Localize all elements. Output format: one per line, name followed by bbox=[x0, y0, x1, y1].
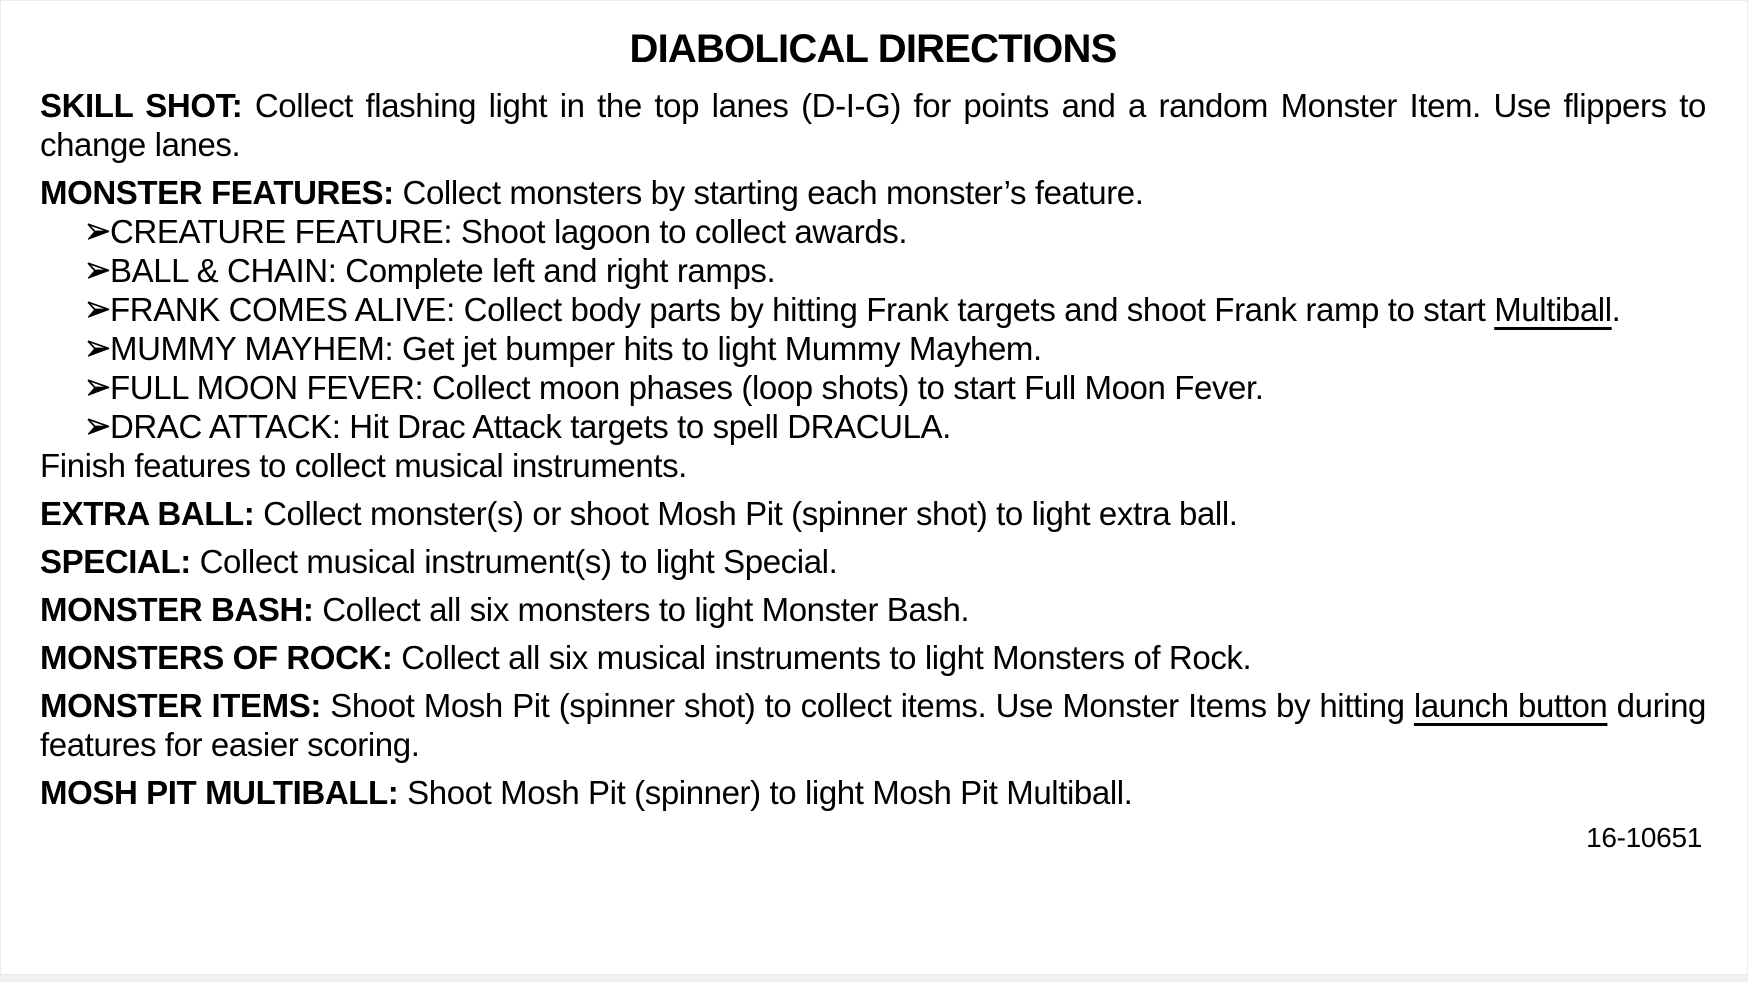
monster-bash-paragraph bbox=[40, 590, 1706, 629]
monster-features-paragraph bbox=[40, 173, 1706, 212]
special-paragraph bbox=[40, 542, 1706, 581]
skill-shot-label: SKILL SHOT: bbox=[40, 87, 243, 124]
extra-ball-paragraph bbox=[40, 494, 1706, 533]
arrow-bullet-icon bbox=[40, 251, 110, 290]
list-item-mummy-mayhem bbox=[40, 329, 1706, 368]
monster-bash-text: Collect all six monsters to light Monster Bash. bbox=[313, 591, 970, 628]
monsters-of-rock-text: Collect all six musical instruments to light Monsters of Rock. bbox=[392, 639, 1252, 676]
mosh-pit-multiball-label: MOSH PIT MULTIBALL: bbox=[40, 774, 399, 811]
monster-features-label: MONSTER FEATURES: bbox=[40, 174, 394, 211]
skill-shot-paragraph bbox=[40, 86, 1706, 164]
extra-ball-label: EXTRA BALL: bbox=[40, 495, 255, 532]
arrow-bullet-icon bbox=[40, 290, 110, 329]
monster-features-text: Collect monsters by starting each monster’s feature. bbox=[393, 174, 1144, 211]
list-item-text: MUMMY MAYHEM: Get jet bumper hits to light Mummy Mayhem. bbox=[110, 330, 1042, 367]
monster-items-label: MONSTER ITEMS: bbox=[40, 687, 321, 724]
arrow-bullet-icon bbox=[40, 212, 110, 251]
finish-note: Finish features to collect musical instruments. bbox=[40, 447, 687, 484]
arrow-bullet-icon bbox=[40, 407, 110, 446]
monsters-of-rock-paragraph bbox=[40, 638, 1706, 677]
monster-items-text-pre: Shoot Mosh Pit (spinner shot) to collect items. Use Monster Items by hitting bbox=[320, 687, 1414, 724]
list-item-text-pre: FRANK COMES ALIVE: Collect body parts by hitting Frank targets and shoot Frank ramp to start bbox=[110, 291, 1495, 328]
page-title: DIABOLICAL DIRECTIONS bbox=[629, 27, 1117, 71]
list-item-drac-attack bbox=[40, 407, 1706, 446]
monster-features-list bbox=[40, 212, 1706, 446]
arrow-bullet-icon bbox=[40, 329, 110, 368]
list-item-full-moon-fever bbox=[40, 368, 1706, 407]
monster-items-paragraph bbox=[40, 686, 1706, 764]
skill-shot-text: Collect flashing light in the top lanes (D-I-G) for points and a random Monster Item. Use flippers to change lanes. bbox=[40, 87, 1706, 163]
list-item-text bbox=[110, 290, 1706, 329]
list-item-frank-comes-alive bbox=[40, 290, 1706, 329]
underlined-term-multiball: Multiball bbox=[1494, 291, 1612, 328]
special-text: Collect musical instrument(s) to light Special. bbox=[190, 543, 838, 580]
part-number: 16-10651 bbox=[1586, 822, 1702, 853]
mosh-pit-multiball-text: Shoot Mosh Pit (spinner) to light Mosh Pit Multiball. bbox=[398, 774, 1133, 811]
list-item-text: CREATURE FEATURE: Shoot lagoon to collect awards. bbox=[110, 213, 908, 250]
list-item-text: FULL MOON FEVER: Collect moon phases (loop shots) to start Full Moon Fever. bbox=[110, 369, 1264, 406]
list-item-creature-feature bbox=[40, 212, 1706, 251]
arrow-bullet-icon bbox=[40, 368, 110, 407]
monster-bash-label: MONSTER BASH: bbox=[40, 591, 314, 628]
mosh-pit-multiball-paragraph bbox=[40, 773, 1706, 812]
underlined-term-launch-button: launch button bbox=[1413, 687, 1608, 724]
special-label: SPECIAL: bbox=[40, 543, 191, 580]
monsters-of-rock-label: MONSTERS OF ROCK: bbox=[40, 639, 393, 676]
list-item-text: DRAC ATTACK: Hit Drac Attack targets to spell DRACULA. bbox=[110, 408, 951, 445]
list-item-text-post: . bbox=[1611, 291, 1621, 328]
list-item-ball-and-chain bbox=[40, 251, 1706, 290]
monster-items-text-post: during features for easier scoring. bbox=[40, 687, 1706, 763]
list-item-text: BALL & CHAIN: Complete left and right ramps. bbox=[110, 252, 776, 289]
extra-ball-text: Collect monster(s) or shoot Mosh Pit (spinner shot) to light extra ball. bbox=[254, 495, 1238, 532]
